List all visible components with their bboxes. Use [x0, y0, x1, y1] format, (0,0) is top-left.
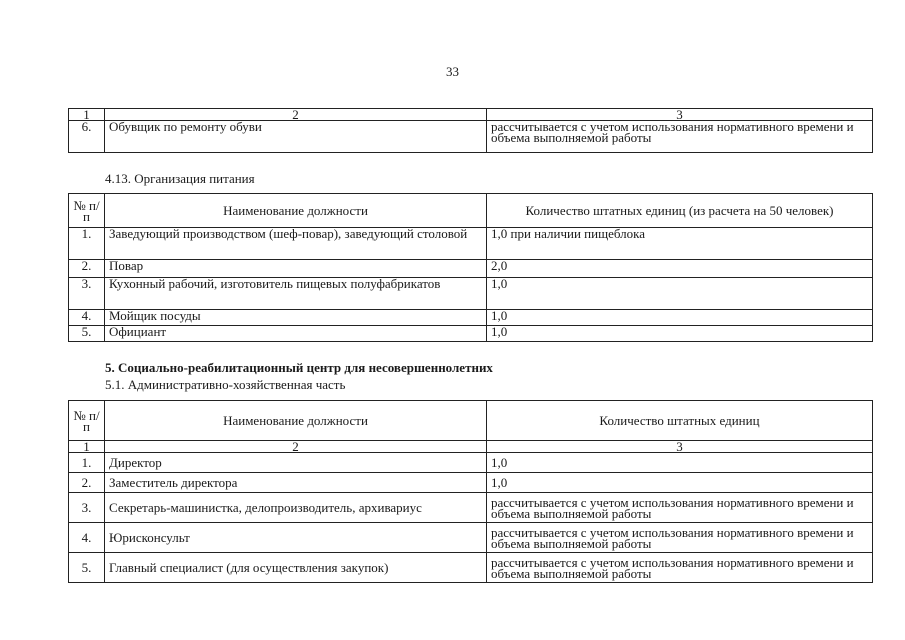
table-row [69, 523, 873, 553]
section-heading-4-13: 4.13. Организация питания [105, 171, 255, 186]
header-staff-quantity: Количество штатных единиц [487, 401, 873, 441]
section-heading-5-1: 5.1. Административно-хозяйственная часть [105, 377, 346, 392]
staff-quantity: 1,0 [487, 473, 873, 493]
column-number-row [69, 441, 873, 453]
table-row [69, 493, 873, 523]
row-number: 2. [69, 473, 105, 493]
header-number: № п/п [69, 401, 105, 441]
position-name: Мойщик посуды [105, 310, 487, 326]
staff-quantity: 2,0 [487, 260, 873, 278]
row-number: 1. [69, 228, 105, 260]
column-number-1: 1 [69, 441, 105, 453]
staff-quantity: 1,0 [487, 278, 873, 310]
position-name: Обувщик по ремонту обуви [105, 121, 487, 153]
table-row [69, 326, 873, 342]
position-name: Секретарь-машинистка, делопроизводитель, архивариус [105, 493, 487, 523]
row-number: 5. [69, 326, 105, 342]
column-number-3: 3 [487, 441, 873, 453]
page-number: 33 [446, 64, 459, 79]
position-name: Директор [105, 453, 487, 473]
table-row [69, 553, 873, 583]
position-name: Заместитель директора [105, 473, 487, 493]
position-name: Заведующий производством (шеф-повар), заведующий столовой [105, 228, 487, 260]
staff-quantity: 1,0 [487, 326, 873, 342]
row-number: 2. [69, 260, 105, 278]
position-name: Юрисконсульт [105, 523, 487, 553]
table-header-row [69, 401, 873, 441]
row-number: 6. [69, 121, 105, 153]
column-number-2: 2 [105, 441, 487, 453]
table-administrative [68, 400, 873, 583]
staff-quantity: рассчитывается с учетом использования нормативного времени и объема выполняемой работы [487, 121, 873, 153]
staff-quantity: 1,0 [487, 310, 873, 326]
table-row [69, 310, 873, 326]
column-number-row [69, 109, 873, 121]
column-number-2: 2 [105, 109, 487, 121]
table-row [69, 473, 873, 493]
table-row [69, 260, 873, 278]
position-name: Кухонный рабочий, изготовитель пищевых полуфабрикатов [105, 278, 487, 310]
section-heading-5: 5. Социально-реабилитационный центр для несовершеннолетних [105, 360, 493, 375]
staff-quantity: рассчитывается с учетом использования нормативного времени и объема выполняемой работы [487, 553, 873, 583]
staff-quantity: 1,0 при наличии пищеблока [487, 228, 873, 260]
table-row [69, 228, 873, 260]
staff-quantity: 1,0 [487, 453, 873, 473]
header-staff-quantity: Количество штатных единиц (из расчета на 50 человек) [487, 194, 873, 228]
position-name: Повар [105, 260, 487, 278]
row-number: 4. [69, 310, 105, 326]
row-number: 4. [69, 523, 105, 553]
position-name: Главный специалист (для осуществления закупок) [105, 553, 487, 583]
staff-quantity: рассчитывается с учетом использования нормативного времени и объема выполняемой работы [487, 523, 873, 553]
table-header-row [69, 194, 873, 228]
row-number: 3. [69, 278, 105, 310]
table-catering [68, 193, 873, 342]
table-row [69, 278, 873, 310]
column-number-3: 3 [487, 109, 873, 121]
table-row [69, 453, 873, 473]
header-position-name: Наименование должности [105, 401, 487, 441]
table-continuation [68, 108, 873, 153]
header-number: № п/п [69, 194, 105, 228]
header-position-name: Наименование должности [105, 194, 487, 228]
row-number: 1. [69, 453, 105, 473]
staff-quantity: рассчитывается с учетом использования нормативного времени и объема выполняемой работы [487, 493, 873, 523]
row-number: 5. [69, 553, 105, 583]
table-row [69, 121, 873, 153]
row-number: 3. [69, 493, 105, 523]
column-number-1: 1 [69, 109, 105, 121]
position-name: Официант [105, 326, 487, 342]
